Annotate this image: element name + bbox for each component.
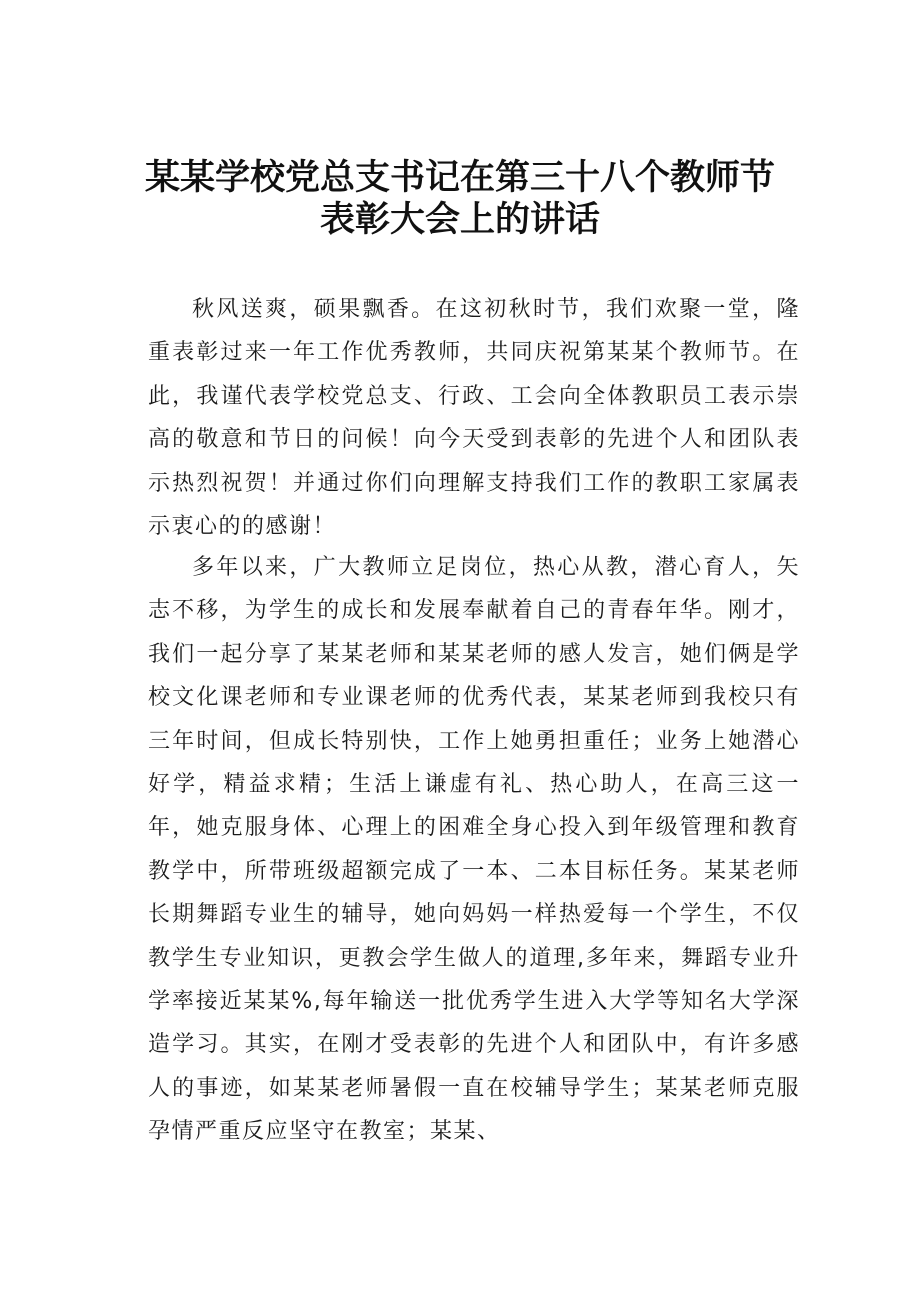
- body-paragraph: 秋风送爽，硕果飘香。在这初秋时节，我们欢聚一堂，隆重表彰过来一年工作优秀教师，共同庆祝第某某个教师节。在此，我谨代表学校党总支、行政、工会向全体教职员工表示崇高的敬意和节日的问候！向今天受到表彰的先进个人和团队表示热烈祝贺！并通过你们向理解支持我们工作的教职工家属表示衷心的的感谢！: [148, 297, 800, 540]
- document-title-line-1: 某某学校党总支书记在第三十八个教师节: [144, 157, 775, 198]
- body-paragraph: 多年以来，广大教师立足岗位，热心从教，潜心育人，矢志不移，为学生的成长和发展奉献着自己的青春年华。刚才，我们一起分享了某某老师和某某老师的感人发言，她们俩是学校文化课老师和专业课老师的优秀代表，某某老师到我校只有三年时间，但成长特别快，工作上她勇担重任；业务上她潜心好学，精益求精；生活上谦虚有礼、热心助人，在高三这一年，她克服身体、心理上的困难全身心投入到年级管理和教育教学中，所带班级超额完成了一本、二本目标任务。某某老师长期舞蹈专业生的辅导，她向妈妈一样热爱每一个学生，不仅教学生专业知识，更教会学生做人的道理,多年来，舞蹈专业升学率接近某某%,每年输送一批优秀学生进入大学等知名大学深造学习。其实，在刚才受表彰的先进个人和团队中，有许多感人的事迹，如某某老师暑假一直在校辅导学生；某某老师克服孕情严重反应坚守在教室；某某、: [148, 555, 800, 1145]
- document-title-line-2: 表彰大会上的讲话: [319, 199, 600, 240]
